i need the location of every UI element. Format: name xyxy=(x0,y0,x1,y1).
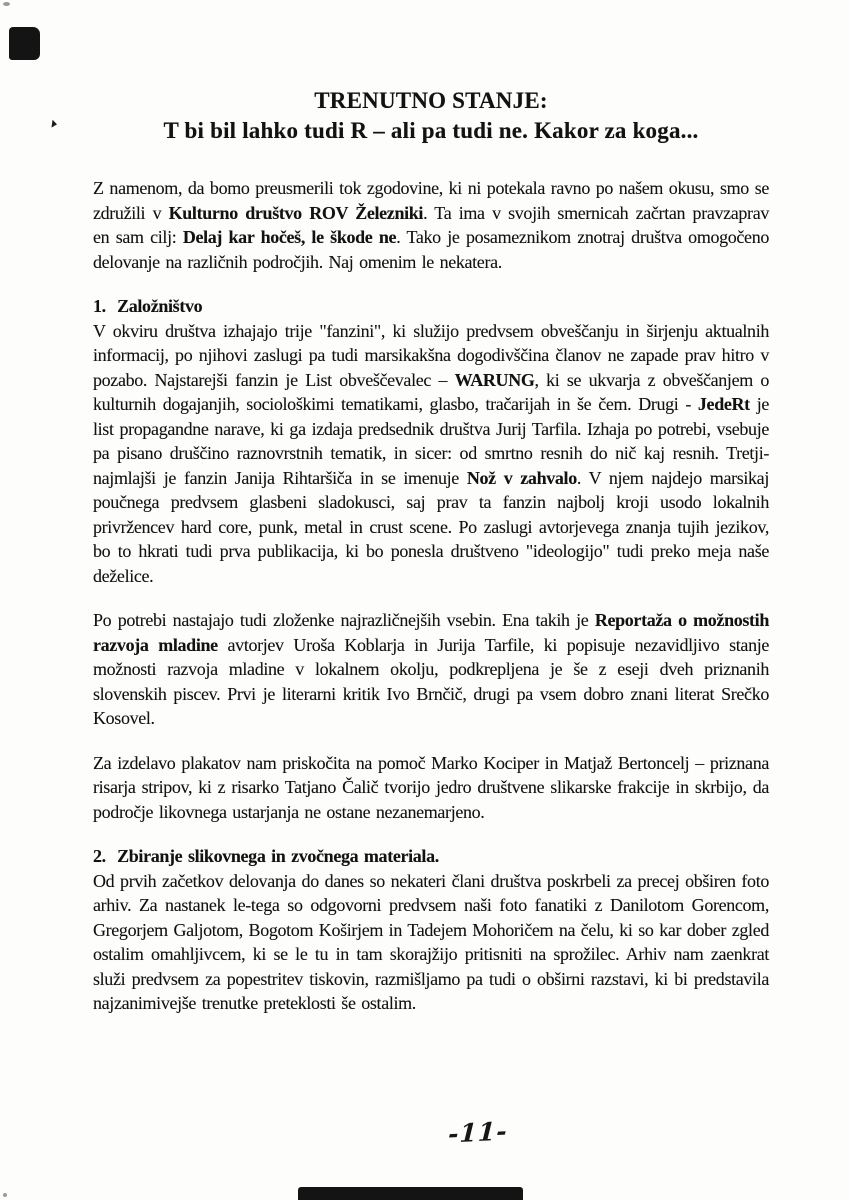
scan-speck-bottom-left xyxy=(3,1193,7,1197)
text-run: Za izdelavo plakatov nam priskočita na pomoč Marko Kociper in Matjaž Bertoncelj – priznana risarja stripov, ki z risarko Tatjano Čalič tvorijo jedro društvene slikarske frakcije in skrbijo, da področje likovnega ustarjanja ne ostane nezanemarjeno. xyxy=(93,752,769,822)
text-run: , ki se ukvarja z obveščanjem o kulturnih dogajanjih, sociološkimi tematikami, glasbo, tračarijah in še čem. Drugi - xyxy=(93,369,769,414)
bold-text-run: JedeRt xyxy=(697,394,750,414)
scan-speck-top-left xyxy=(3,2,10,6)
text-run: avtorjev Uroša Koblarja in Jurija Tarfile, ki popisuje nezavidljivo stanje možnosti razvoja mladine v lokalnem okolju, podkrepljena je še z eseji dveh priznanih slovenskih piscev. Prvi je literarni kritik Ivo Brnčič, drugi pa vsem dobro znani literat Srečko Kosovel. xyxy=(93,634,770,728)
document-content xyxy=(93,86,769,1036)
document-title: TRENUTNO STANJE: xyxy=(314,88,548,113)
scan-artifact-top-left xyxy=(9,27,40,60)
text-run: . V njem najdejo marsikaj poučnega predvsem glasbeni sladokusci, saj prav ta fanzin najbolj kroji usodo lokalnih privržencev hard core, punk, metal in crust scene. Po zaslugi avtorjevega znanja tujih jezikov, bo to hkrati tudi prva publikacija, ki bo ponesla društveno "ideologijo" tudi preko meja naše deželice. xyxy=(93,467,769,586)
document-body xyxy=(93,176,769,1016)
text-run: Z namenom, da bomo preusmerili tok zgodovine, ki ni potekala ravno po našem okusu, smo se združili v xyxy=(93,178,769,223)
text-run: Od prvih začetkov delovanja do danes so nekateri člani društva poskrbeli za precej obširen foto arhiv. Za nastanek le-tega so odgovorni predvsem naši foto fanatiki z Danilotom Gorencom, Gregorjem Galjotom, Bogotom Koširjem in Tadejem Mohoričem na čelu, ki so kar dober zgled ostalim omahljivcem, ki se le tu in tam skorajžijo pritisniti na sprožilec. Arhiv nam zaenkrat služi predvsem za popestritev tiskovin, razmišljamo pa tudi o obširni razstavi, ki bi predstavila najzanimivejše trenutke preteklosti še ostalim. xyxy=(93,870,769,1013)
paragraph xyxy=(93,176,769,274)
paragraph xyxy=(93,751,769,825)
margin-tick-mark xyxy=(51,120,57,129)
bold-text-run: Reportaža o možnostih razvoja mladine xyxy=(93,610,769,655)
bold-text-run: Delaj kar hočeš, le škode ne xyxy=(182,227,397,247)
bold-text-run: Nož v zahvalo xyxy=(466,467,577,488)
bold-text-run: 2. Zbiranje slikovnega in zvočnega materiala. xyxy=(93,846,439,866)
bold-text-run: 1. Založništvo xyxy=(93,296,203,316)
page-number: -11- xyxy=(447,1116,509,1149)
text-run: je list propagandne narave, ki ga izdaja predsednik društva Jurij Tarfila. Izhaja po potrebi, vsebuje pa pisano druščino raznovrstnih tematik, in sicer: od smrtno resnih do nič kaj resnih. Tretji-najmlajši je fanzin Janija Rihtaršiča in se imenuje xyxy=(93,394,769,488)
scan-artifact-bottom-bar xyxy=(298,1187,523,1200)
section-heading xyxy=(93,294,769,319)
paragraph xyxy=(93,319,769,589)
paragraph xyxy=(93,869,769,1016)
paragraph xyxy=(93,608,769,731)
bold-text-run: WARUNG xyxy=(454,369,535,390)
bold-text-run: Kulturno društvo ROV Železniki xyxy=(168,202,424,223)
document-subtitle: T bi bil lahko tudi R – ali pa tudi ne. Kakor za koga... xyxy=(163,118,699,143)
text-run: . Tako je posameznikom znotraj društva omogočeno delovanje na različnih področjih. Naj omenim le nekatera. xyxy=(93,227,769,272)
text-run: . Ta ima v svojih smernicah začrtan pravzaprav en sam cilj: xyxy=(93,202,769,247)
text-run: Po potrebi nastajajo tudi zloženke najrazličnejših vsebin. Ena takih je xyxy=(93,610,595,630)
text-run: V okviru društva izhajajo trije "fanzini", ki služijo predvsem obveščanju in širjenju aktualnih informacij, po njihovi zaslugi pa tudi marsikakšna dogodivščina članov ne zapade prav hitro v pozabo. Najstarejši fanzin je List obveščevalec – xyxy=(93,320,769,390)
section-heading xyxy=(93,844,769,869)
